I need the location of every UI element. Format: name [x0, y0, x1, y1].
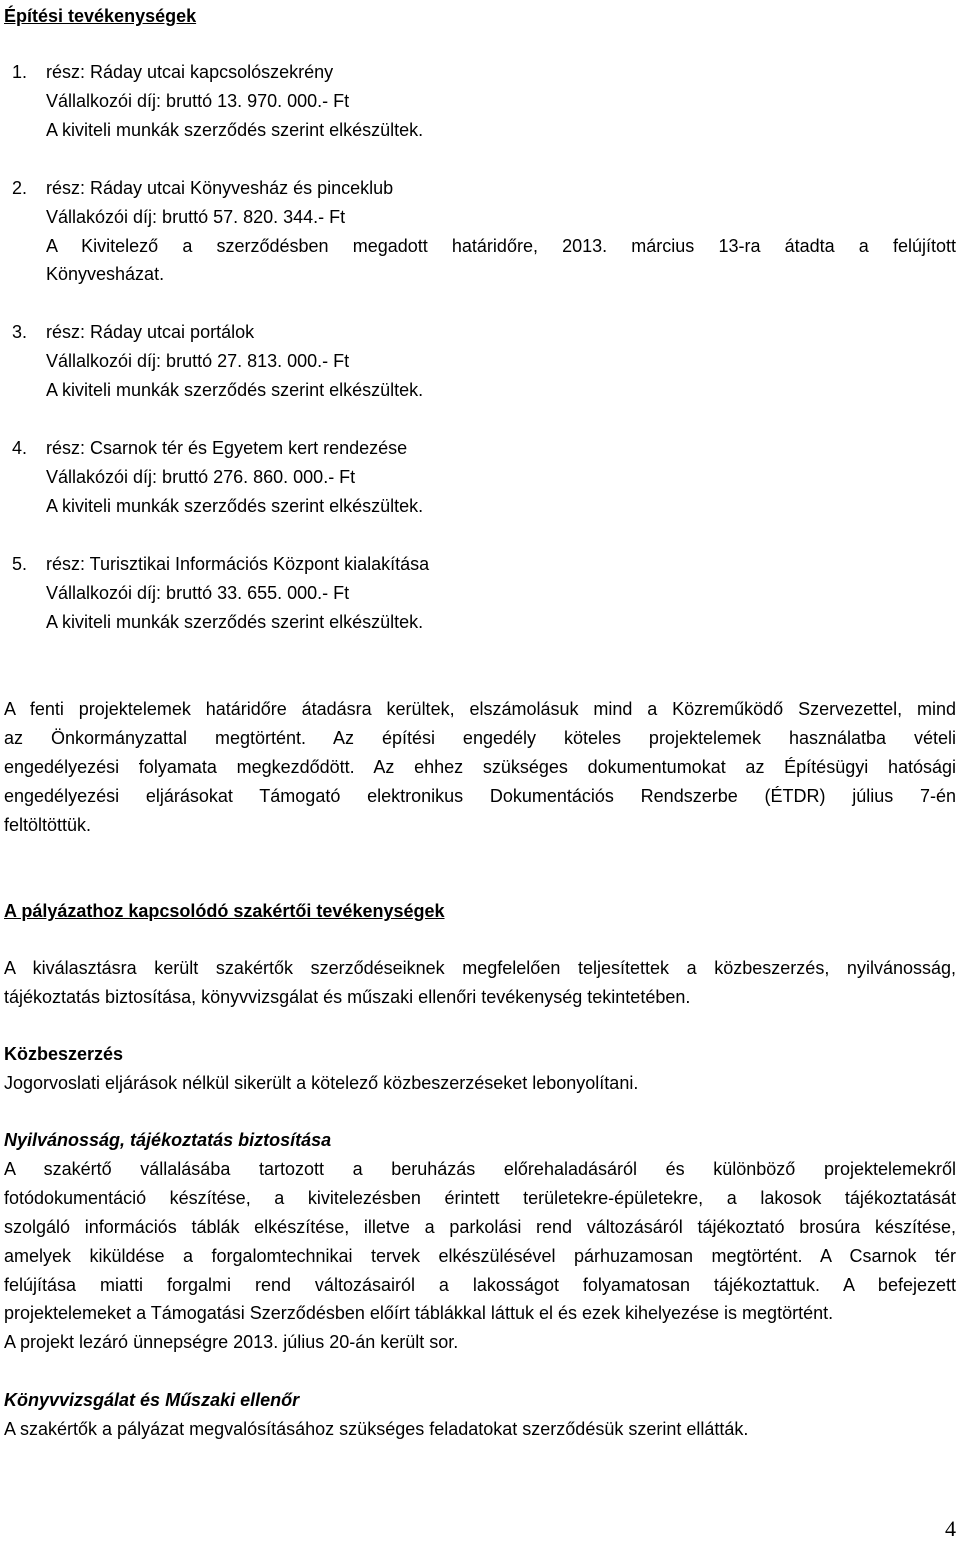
item-title: rész: Csarnok tér és Egyetem kert rendezése — [46, 438, 408, 458]
item-status-continued: Könyvesházat. — [46, 264, 165, 285]
item-status: A kiviteli munkák szerződés szerint elkészültek. — [46, 119, 424, 140]
audit-paragraph — [4, 1415, 956, 1444]
list-item — [4, 318, 956, 406]
publicity-line: felújítása miatti forgalmi rend változásairól a lakosságot folyamatosan tájékoztattuk. A befejezett — [4, 1274, 956, 1295]
item-number: 2. — [12, 178, 28, 198]
expert-intro-line: A kiválasztásra került szakértők szerződéseiknek megfelelően teljesítettek a közbeszerzés, nyilvánosság, — [4, 958, 956, 978]
publicity-title: Nyilvánosság, tájékoztatás biztosítása — [4, 1130, 332, 1150]
item-fee: Vállakózói díj: bruttó 57. 820. 344.- Ft — [46, 206, 346, 227]
procurement-paragraph — [4, 1069, 956, 1098]
summary-paragraph — [4, 695, 956, 841]
publicity-paragraph — [4, 1155, 956, 1359]
procurement-title: Közbeszerzés — [4, 1044, 124, 1064]
publicity-line: fotódokumentáció készítése, a kivitelezésben érintett területekre-épületekre, a lakosok tájékoztatását — [4, 1187, 956, 1208]
expert-intro-line: tájékoztatás biztosítása, könyvvizsgálat és műszaki ellenőri tevékenység tekintetében. — [4, 986, 691, 1007]
list-item — [4, 174, 956, 290]
item-number: 5. — [12, 554, 28, 574]
document-page — [4, 0, 956, 1556]
list-item — [4, 550, 956, 638]
audit-title: Könyvvizsgálat és Műszaki ellenőr — [4, 1390, 300, 1410]
expert-intro-paragraph — [4, 954, 956, 1012]
section-heading: Építési tevékenységek — [4, 6, 197, 26]
summary-line: az Önkormányzattal megtörtént. Az építési engedély köteles projektelemek használatba vételi — [4, 727, 956, 748]
audit-text: A szakértők a pályázat megvalósításához szükséges feladatokat szerződésük szerint ellátták. — [4, 1419, 749, 1439]
item-fee: Vállalkozói díj: bruttó 13. 970. 000.- Ft — [46, 90, 350, 111]
summary-line: engedélyezési folyamata megkezdődött. Az ehhez szükséges dokumentumokat az Építésügyi hatósági — [4, 756, 956, 777]
publicity-line: A projekt lezáró ünnepségre 2013. július 20-án került sor. — [4, 1332, 459, 1353]
publicity-line: A szakértő vállalásába tartozott a beruházás előrehaladásáról és különböző projektelemekről — [4, 1159, 956, 1179]
item-status: A kiviteli munkák szerződés szerint elkészültek. — [46, 495, 424, 516]
item-status: A Kivitelező a szerződésben megadott határidőre, 2013. március 13-ra átadta a felújított — [46, 235, 956, 256]
expert-section-title: A pályázathoz kapcsolódó szakértői tevékenységek — [4, 901, 445, 921]
item-title: rész: Ráday utcai portálok — [46, 322, 255, 342]
item-fee: Vállalkozói díj: bruttó 33. 655. 000.- Ft — [46, 582, 350, 603]
item-title: rész: Ráday utcai kapcsolószekrény — [46, 62, 334, 82]
item-fee: Vállakózói díj: bruttó 276. 860. 000.- Ft — [46, 466, 356, 487]
list-item — [4, 58, 956, 146]
list-item — [4, 434, 956, 522]
page-number: 4 — [945, 1516, 956, 1541]
summary-line: feltöltöttük. — [4, 814, 92, 835]
publicity-line: amelyek kiküldése a forgalomtechnikai tervek elkészülésével párhuzamosan megtörtént. A Csarnok tér — [4, 1245, 956, 1266]
item-title: rész: Turisztikai Információs Központ kialakítása — [46, 554, 430, 574]
item-status: A kiviteli munkák szerződés szerint elkészültek. — [46, 611, 424, 632]
summary-line: engedélyezési eljárásokat Támogató elektronikus Dokumentációs Rendszerbe (ÉTDR) július 7-én — [4, 785, 956, 806]
publicity-line: szolgáló információs táblák elkészítése, illetve a parkolási rend változásáról tájékoztató brosúra készítése, — [4, 1216, 956, 1237]
item-number: 4. — [12, 438, 28, 458]
item-number: 3. — [12, 322, 28, 342]
procurement-text: Jogorvoslati eljárások nélkül sikerült a kötelező közbeszerzéseket lebonyolítani. — [4, 1073, 639, 1093]
item-number: 1. — [12, 62, 28, 82]
publicity-line: projektelemeket a Támogatási Szerződésben előírt táblákkal láttuk el és ezek kihelyezése is megtörtént. — [4, 1303, 834, 1324]
summary-line: A fenti projektelemek határidőre átadásra kerültek, elszámolásuk mind a Közreműködő Szervezettel, mind — [4, 699, 956, 719]
item-status: A kiviteli munkák szerződés szerint elkészültek. — [46, 379, 424, 400]
item-title: rész: Ráday utcai Könyvesház és pinceklub — [46, 178, 394, 198]
item-fee: Vállalkozói díj: bruttó 27. 813. 000.- Ft — [46, 350, 350, 371]
